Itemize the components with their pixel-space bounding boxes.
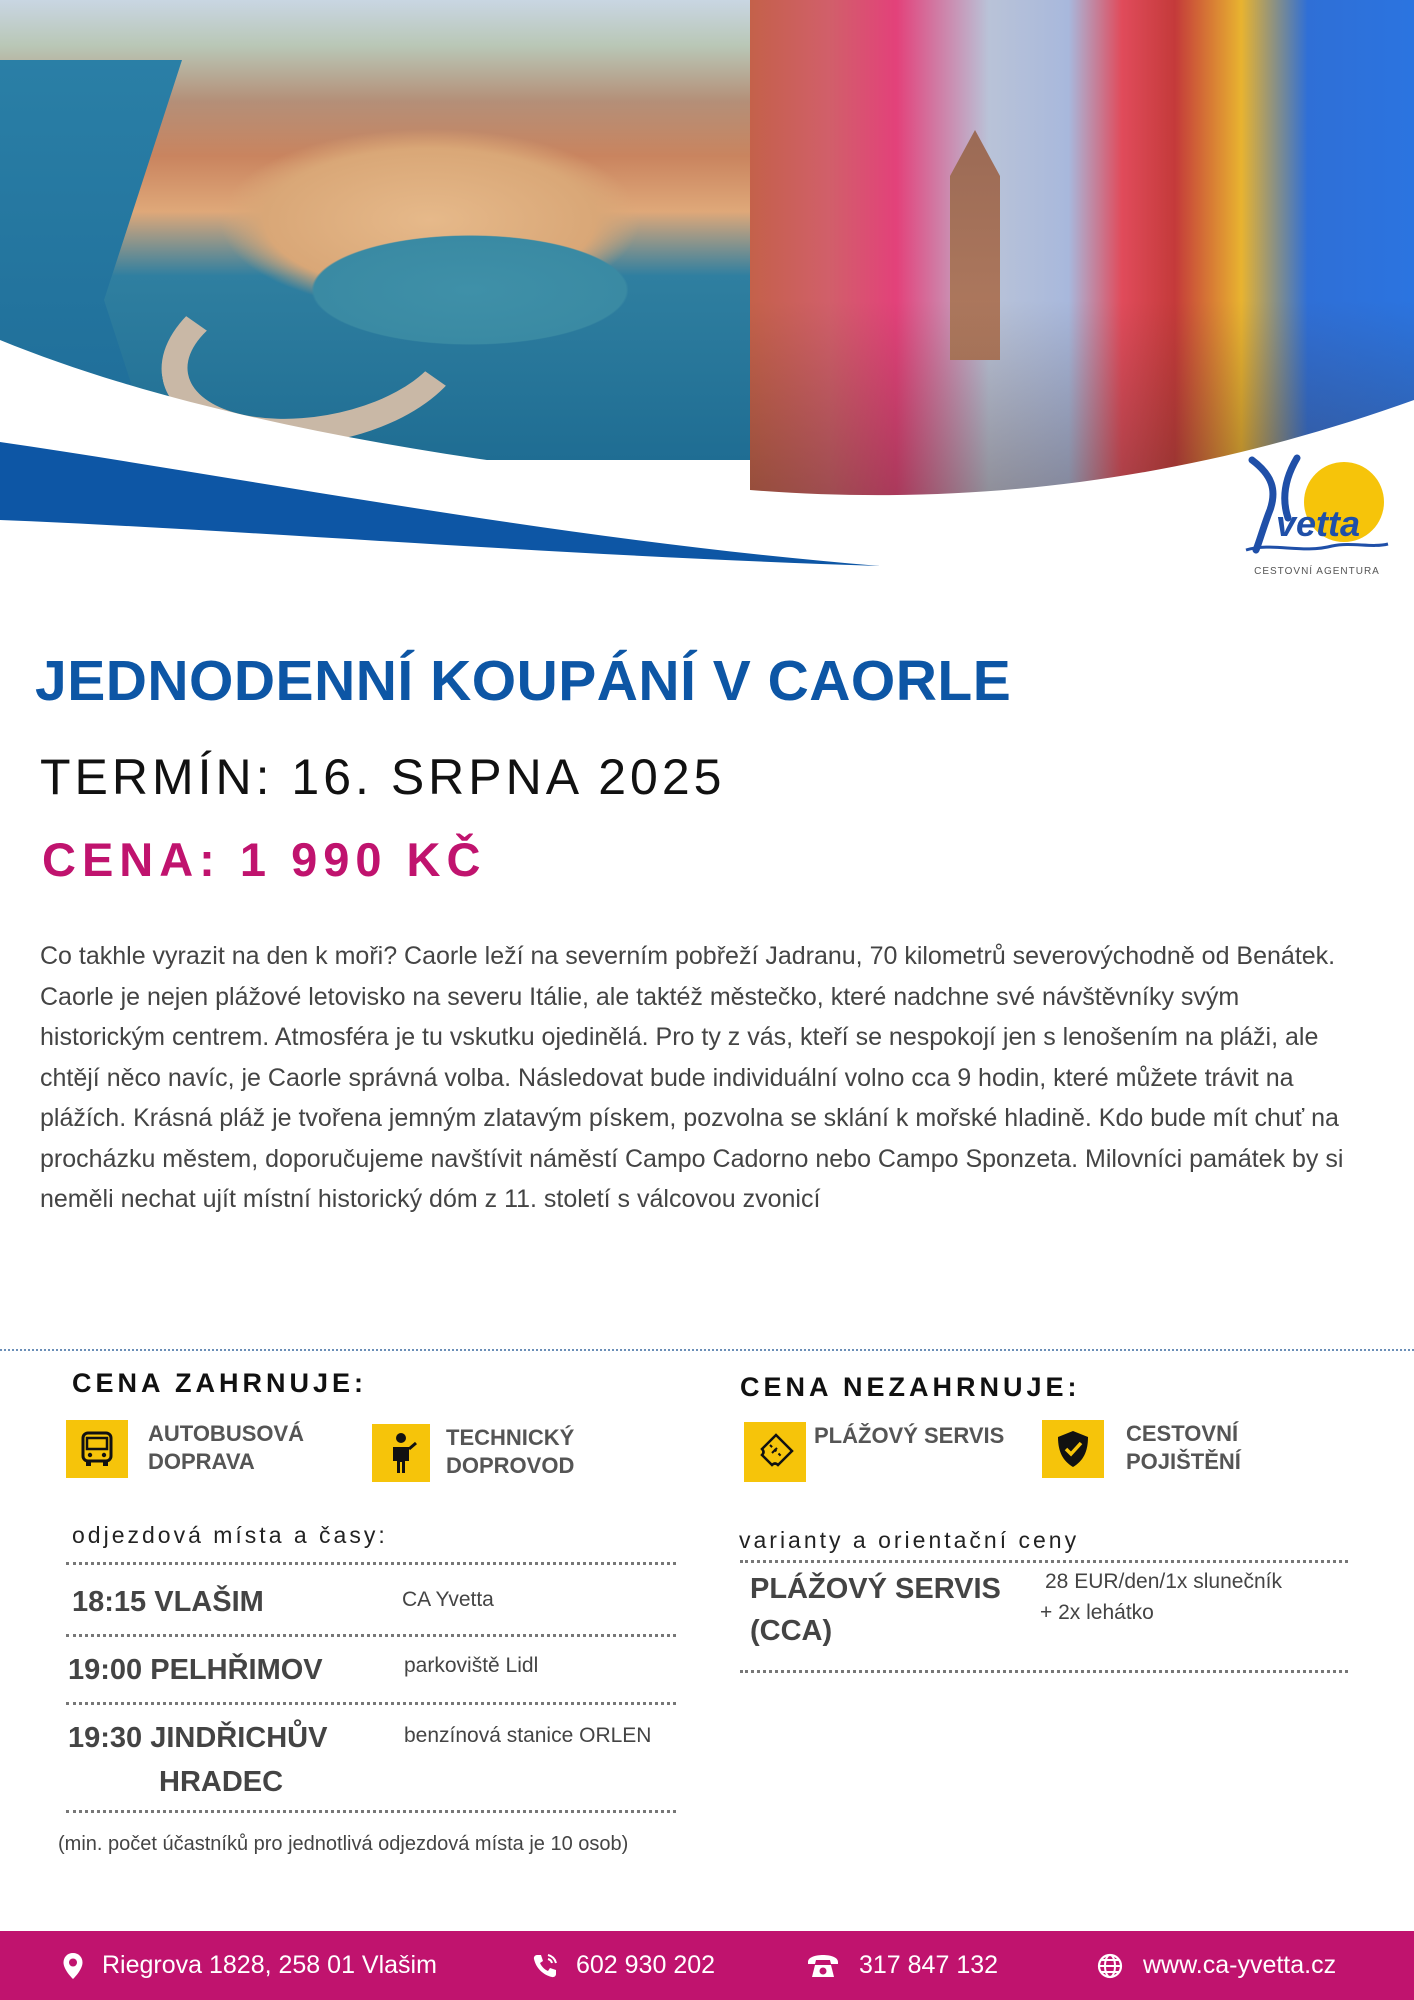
- not-included-item-label: PLÁŽOVÝ SERVIS: [814, 1423, 1005, 1448]
- footer-address: [58, 1931, 437, 2000]
- logo-emblem: [1242, 450, 1392, 565]
- footer-web[interactable]: [1095, 1931, 1336, 2000]
- departure-time: 19:30 JINDŘICHŮV: [68, 1722, 328, 1754]
- included-item-bus: [66, 1420, 328, 1478]
- variant-price: [1040, 1566, 1320, 1628]
- shield-icon: [1042, 1420, 1104, 1478]
- divider: [66, 1634, 676, 1637]
- telephone-icon: [805, 1951, 841, 1981]
- not-included-item-beach: [744, 1422, 1014, 1482]
- departure-place: parkoviště Lidl: [404, 1654, 539, 1677]
- departures-heading: odjezdová místa a časy:: [72, 1522, 388, 1548]
- page-title: JEDNODENNÍ KOUPÁNÍ V CAORLE: [35, 649, 1012, 713]
- included-item-label: TECHNICKÝ DOPROVOD: [446, 1425, 575, 1478]
- footer-address-text: Riegrova 1828, 258 01 Vlašim: [102, 1951, 437, 1979]
- divider: [66, 1702, 676, 1705]
- footer-landline-text: 317 847 132: [859, 1951, 999, 1979]
- not-included-item-insurance: [1042, 1420, 1306, 1478]
- trip-date: TERMÍN: 16. SRPNA 2025: [40, 749, 726, 805]
- not-included-heading: CENA NEZAHRNUJE:: [740, 1372, 1081, 1402]
- bus-icon: [66, 1420, 128, 1478]
- hero-banner: [0, 0, 1414, 600]
- guide-icon: [372, 1424, 430, 1482]
- variant-name: PLÁŽOVÝ SERVIS (CCA): [750, 1573, 1001, 1647]
- ticket-icon: [744, 1422, 806, 1482]
- footer-landline[interactable]: [805, 1931, 998, 2000]
- departure-place: benzínová stanice ORLEN: [404, 1724, 652, 1747]
- divider: [740, 1560, 1348, 1563]
- footer-web-link[interactable]: www.ca-yvetta.cz: [1143, 1951, 1337, 1979]
- divider: [66, 1810, 676, 1813]
- footer-bar: [0, 1931, 1414, 2000]
- departures-note: (min. počet účastníků pro jednotlivá odjezdová místa je 10 osob): [58, 1833, 629, 1855]
- globe-icon: [1095, 1951, 1125, 1981]
- footer-mobile[interactable]: [530, 1931, 715, 2000]
- location-pin-icon: [58, 1951, 88, 1981]
- included-item-label: AUTOBUSOVÁ DOPRAVA: [148, 1421, 305, 1474]
- variants-heading: varianty a orientační ceny: [739, 1527, 1080, 1553]
- footer-mobile-text: 602 930 202: [576, 1951, 716, 1979]
- departure-place: CA Yvetta: [402, 1588, 494, 1611]
- trip-price: CENA: 1 990 KČ: [42, 833, 487, 886]
- hero-wave-overlay: [0, 0, 1414, 600]
- section-divider: [0, 1349, 1414, 1351]
- logo-subtitle: CESTOVNÍ AGENTURA: [1254, 566, 1380, 577]
- logo-wordmark: vetta: [1276, 503, 1361, 544]
- variant-price-line: + 2x lehátko: [1040, 1601, 1154, 1624]
- divider: [740, 1670, 1348, 1673]
- phone-icon: [530, 1951, 560, 1981]
- included-item-guide: [372, 1424, 626, 1482]
- trip-description: Co takhle vyrazit na den k moři? Caorle leží na severním pobřeží Jadranu, 70 kilometrů severovýchodně od Benátek. Caorle je nejen plážové letovisko na severu Itálie, ale taktéž městečko, které nadchne své návštěvníky svým historickým centrem. Atmosféra je tu vskutku ojedinělá. Pro ty z vás, kteří se nespokojí jen s lenošením na pláži, ale chtějí něco navíc, je Caorle správná volba. Následovat bude individuální volno cca 9 hodin, které můžete trávit na plážích. Krásná pláž je tvořena jemným zlatavým pískem, pozvolna se sklání k mořské hladině. Kdo bude mít chuť na procházku městem, doporučujeme navštívit náměstí Campo Cadorno nebo Campo Sponzeta. Milovníci památek by si neměli nechat ujít místní historický dóm z 11. století s válcovou zvonicí: [40, 942, 1344, 1213]
- divider: [66, 1562, 676, 1565]
- included-heading: CENA ZAHRNUJE:: [72, 1368, 368, 1398]
- departure-time: HRADEC: [159, 1766, 284, 1798]
- variant-price-line: 28 EUR/den/1x slunečník: [1045, 1570, 1282, 1593]
- departure-time: 18:15 VLAŠIM: [72, 1586, 264, 1618]
- not-included-item-label: CESTOVNÍ POJIŠTĚNÍ: [1126, 1421, 1241, 1474]
- agency-logo: [1242, 450, 1392, 585]
- departure-time: 19:00 PELHŘIMOV: [68, 1654, 323, 1686]
